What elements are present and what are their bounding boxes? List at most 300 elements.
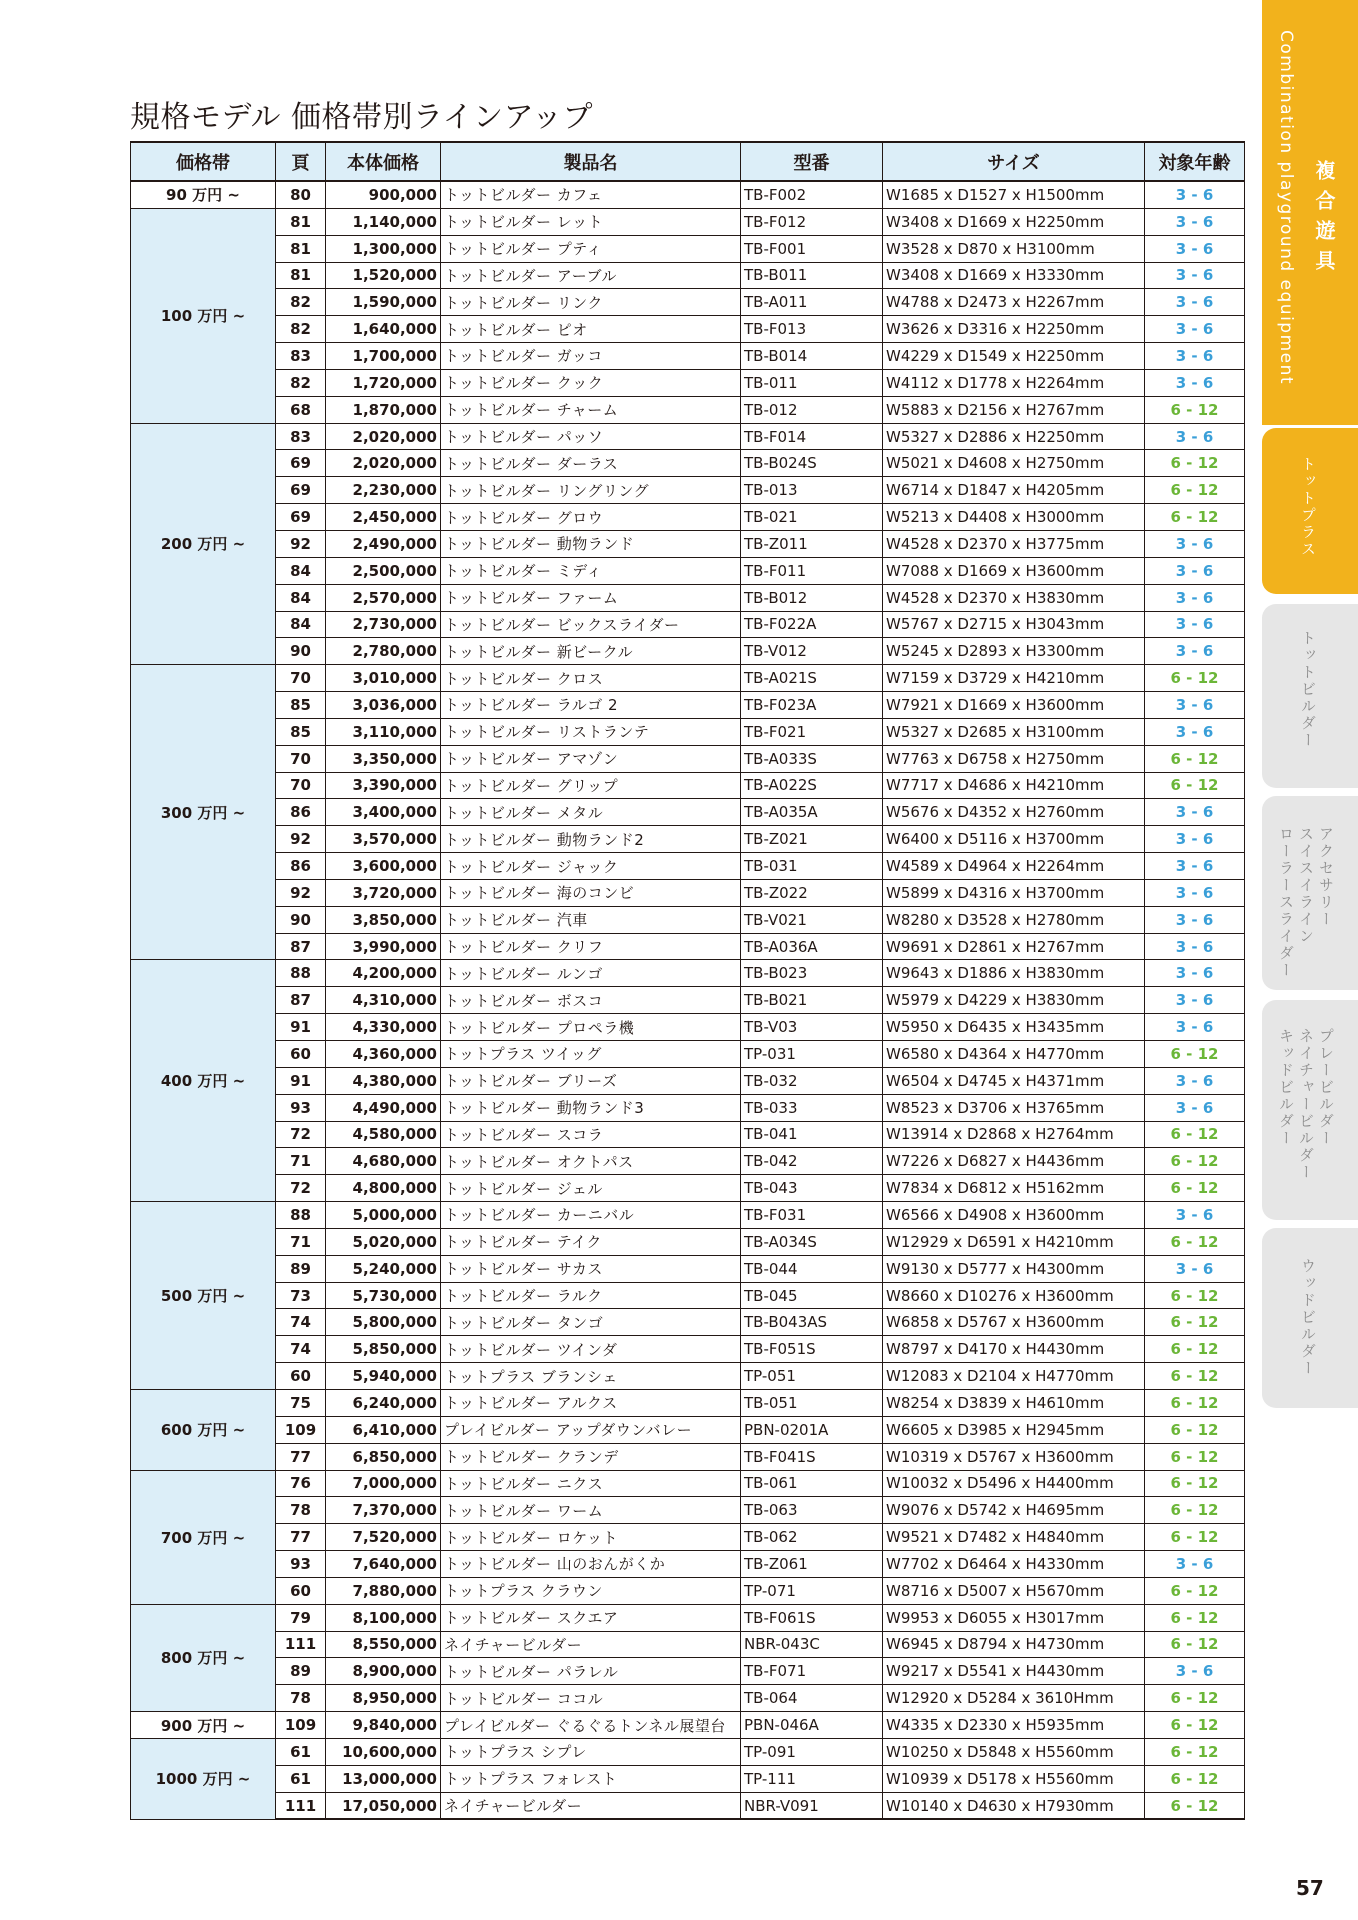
cell-size: W7702 x D6464 x H4330mm xyxy=(883,1551,1145,1578)
cell-product-name: トットビルダー スクエア xyxy=(441,1604,741,1631)
cell-price: 2,450,000 xyxy=(326,504,441,531)
tab-accessory[interactable] xyxy=(1262,796,1358,990)
cell-target-age: 3 - 6 xyxy=(1145,799,1245,826)
cell-size: W6858 x D5767 x H3600mm xyxy=(883,1309,1145,1336)
cell-target-age: 3 - 6 xyxy=(1145,208,1245,235)
cell-model-number: TB-021 xyxy=(741,504,883,531)
cell-page: 109 xyxy=(276,1416,326,1443)
cell-size: W12083 x D2104 x H4770mm xyxy=(883,1363,1145,1390)
table-row xyxy=(131,289,1245,316)
cell-size: W6714 x D1847 x H4205mm xyxy=(883,477,1145,504)
cell-product-name: トットビルダー ファーム xyxy=(441,584,741,611)
cell-product-name: トットビルダー クリフ xyxy=(441,933,741,960)
cell-size: W4528 x D2370 x H3830mm xyxy=(883,584,1145,611)
cell-product-name: トットプラス ブランシェ xyxy=(441,1363,741,1390)
cell-page: 84 xyxy=(276,557,326,584)
cell-target-age: 3 - 6 xyxy=(1145,369,1245,396)
table-row xyxy=(131,665,1245,692)
cell-size: W7159 x D3729 x H4210mm xyxy=(883,665,1145,692)
tab-woodbuilder-label: ウッドビルダー xyxy=(1299,1258,1317,1377)
cell-size: W5021 x D4608 x H2750mm xyxy=(883,450,1145,477)
cell-model-number: TB-A036A xyxy=(741,933,883,960)
table-row xyxy=(131,692,1245,719)
cell-model-number: TB-F023A xyxy=(741,692,883,719)
table-row xyxy=(131,262,1245,289)
cell-price-band: 900 万円 ~ xyxy=(131,1712,276,1739)
cell-page: 72 xyxy=(276,1175,326,1202)
cell-target-age: 3 - 6 xyxy=(1145,906,1245,933)
cell-size: W6566 x D4908 x H3600mm xyxy=(883,1202,1145,1229)
cell-page: 91 xyxy=(276,1067,326,1094)
cell-price: 2,490,000 xyxy=(326,530,441,557)
cell-price: 3,390,000 xyxy=(326,772,441,799)
cell-page: 70 xyxy=(276,665,326,692)
cell-size: W4589 x D4964 x H2264mm xyxy=(883,853,1145,880)
cell-page: 111 xyxy=(276,1792,326,1819)
cell-price: 2,570,000 xyxy=(326,584,441,611)
cell-model-number: TB-A022S xyxy=(741,772,883,799)
cell-target-age: 6 - 12 xyxy=(1145,1577,1245,1604)
cell-model-number: TB-F014 xyxy=(741,423,883,450)
cell-price: 1,300,000 xyxy=(326,235,441,262)
table-row xyxy=(131,504,1245,531)
cell-target-age: 3 - 6 xyxy=(1145,181,1245,208)
cell-product-name: トットビルダー 動物ランド xyxy=(441,530,741,557)
cell-size: W8254 x D3839 x H4610mm xyxy=(883,1389,1145,1416)
cell-price: 4,680,000 xyxy=(326,1148,441,1175)
cell-size: W3408 x D1669 x H2250mm xyxy=(883,208,1145,235)
cell-page: 71 xyxy=(276,1148,326,1175)
cell-model-number: TB-F022A xyxy=(741,611,883,638)
cell-product-name: トットビルダー ピオ xyxy=(441,316,741,343)
cell-target-age: 6 - 12 xyxy=(1145,1470,1245,1497)
cell-size: W9217 x D5541 x H4430mm xyxy=(883,1658,1145,1685)
header-product-name: 製品名 xyxy=(441,142,741,181)
cell-target-age: 3 - 6 xyxy=(1145,960,1245,987)
cell-price-band: 100 万円 ~ xyxy=(131,208,276,423)
cell-model-number: TB-F021 xyxy=(741,718,883,745)
table-row xyxy=(131,1282,1245,1309)
cell-size: W8660 x D10276 x H3600mm xyxy=(883,1282,1145,1309)
cell-model-number: TB-B012 xyxy=(741,584,883,611)
cell-model-number: TP-111 xyxy=(741,1765,883,1792)
cell-page: 81 xyxy=(276,235,326,262)
cell-model-number: TB-A021S xyxy=(741,665,883,692)
cell-target-age: 3 - 6 xyxy=(1145,692,1245,719)
cell-price: 4,580,000 xyxy=(326,1121,441,1148)
table-row xyxy=(131,1631,1245,1658)
cell-size: W9076 x D5742 x H4695mm xyxy=(883,1497,1145,1524)
cell-product-name: トットビルダー アマゾン xyxy=(441,745,741,772)
cell-target-age: 3 - 6 xyxy=(1145,584,1245,611)
cell-product-name: トットビルダー ボスコ xyxy=(441,987,741,1014)
cell-model-number: TB-041 xyxy=(741,1121,883,1148)
cell-price: 4,310,000 xyxy=(326,987,441,1014)
table-row xyxy=(131,530,1245,557)
cell-price-band: 800 万円 ~ xyxy=(131,1604,276,1711)
cell-size: W13914 x D2868 x H2764mm xyxy=(883,1121,1145,1148)
table-row xyxy=(131,1470,1245,1497)
cell-target-age: 3 - 6 xyxy=(1145,611,1245,638)
cell-size: W12929 x D6591 x H4210mm xyxy=(883,1228,1145,1255)
cell-price: 8,950,000 xyxy=(326,1685,441,1712)
cell-price: 3,850,000 xyxy=(326,906,441,933)
cell-size: W10939 x D5178 x H5560mm xyxy=(883,1765,1145,1792)
cell-size: W3408 x D1669 x H3330mm xyxy=(883,262,1145,289)
cell-product-name: トットビルダー 山のおんがくか xyxy=(441,1551,741,1578)
cell-size: W5245 x D2893 x H3300mm xyxy=(883,638,1145,665)
cell-page: 80 xyxy=(276,181,326,208)
cell-product-name: トットビルダー サカス xyxy=(441,1255,741,1282)
cell-size: W9643 x D1886 x H3830mm xyxy=(883,960,1145,987)
cell-price: 4,360,000 xyxy=(326,1041,441,1068)
cell-price: 2,780,000 xyxy=(326,638,441,665)
cell-page: 89 xyxy=(276,1658,326,1685)
cell-product-name: トットビルダー テイク xyxy=(441,1228,741,1255)
cell-product-name: トットビルダー アーブル xyxy=(441,262,741,289)
table-row xyxy=(131,826,1245,853)
cell-target-age: 3 - 6 xyxy=(1145,235,1245,262)
header-page: 頁 xyxy=(276,142,326,181)
cell-model-number: TB-F041S xyxy=(741,1443,883,1470)
table-row xyxy=(131,1121,1245,1148)
table-row xyxy=(131,1524,1245,1551)
cell-target-age: 6 - 12 xyxy=(1145,1443,1245,1470)
cell-model-number: TB-F071 xyxy=(741,1658,883,1685)
cell-size: W5767 x D2715 x H3043mm xyxy=(883,611,1145,638)
cell-product-name: トットビルダー スコラ xyxy=(441,1121,741,1148)
cell-price: 5,020,000 xyxy=(326,1228,441,1255)
page-title: 規格モデル 価格帯別ラインアップ xyxy=(130,100,594,135)
table-row xyxy=(131,1202,1245,1229)
table-row xyxy=(131,1577,1245,1604)
table-row xyxy=(131,477,1245,504)
cell-size: W12920 x D5284 x 3610Hmm xyxy=(883,1685,1145,1712)
cell-page: 82 xyxy=(276,289,326,316)
cell-size: W4788 x D2473 x H2267mm xyxy=(883,289,1145,316)
cell-product-name: トットプラス シプレ xyxy=(441,1738,741,1765)
cell-product-name: トットビルダー ミディ xyxy=(441,557,741,584)
cell-price: 1,140,000 xyxy=(326,208,441,235)
table-row xyxy=(131,638,1245,665)
cell-price: 8,550,000 xyxy=(326,1631,441,1658)
cell-size: W8280 x D3528 x H2780mm xyxy=(883,906,1145,933)
cell-product-name: トットビルダー カフェ xyxy=(441,181,741,208)
cell-model-number: TB-F002 xyxy=(741,181,883,208)
cell-model-number: TB-A033S xyxy=(741,745,883,772)
cell-target-age: 3 - 6 xyxy=(1145,1014,1245,1041)
cell-price: 1,720,000 xyxy=(326,369,441,396)
cell-product-name: トットビルダー ロケット xyxy=(441,1524,741,1551)
cell-price: 2,730,000 xyxy=(326,611,441,638)
cell-price-band: 600 万円 ~ xyxy=(131,1389,276,1470)
table-row xyxy=(131,1658,1245,1685)
table-row xyxy=(131,1336,1245,1363)
cell-price: 6,240,000 xyxy=(326,1389,441,1416)
cell-price-band: 90 万円 ~ xyxy=(131,181,276,208)
cell-page: 90 xyxy=(276,638,326,665)
cell-page: 82 xyxy=(276,316,326,343)
cell-price: 10,600,000 xyxy=(326,1738,441,1765)
cell-product-name: トットプラス フォレスト xyxy=(441,1765,741,1792)
cell-product-name: トットビルダー ルンゴ xyxy=(441,960,741,987)
tab-playbuilder[interactable] xyxy=(1262,1000,1358,1220)
cell-price: 6,850,000 xyxy=(326,1443,441,1470)
table-row xyxy=(131,960,1245,987)
table-row xyxy=(131,853,1245,880)
cell-product-name: トットビルダー パラレル xyxy=(441,1658,741,1685)
cell-size: W5327 x D2886 x H2250mm xyxy=(883,423,1145,450)
cell-size: W6580 x D4364 x H4770mm xyxy=(883,1041,1145,1068)
cell-page: 90 xyxy=(276,906,326,933)
table-row xyxy=(131,879,1245,906)
cell-model-number: TP-091 xyxy=(741,1738,883,1765)
cell-model-number: TB-V012 xyxy=(741,638,883,665)
table-row xyxy=(131,1228,1245,1255)
table-row xyxy=(131,1604,1245,1631)
cell-price: 3,110,000 xyxy=(326,718,441,745)
cell-page: 61 xyxy=(276,1765,326,1792)
cell-model-number: TB-F011 xyxy=(741,557,883,584)
cell-model-number: TB-061 xyxy=(741,1470,883,1497)
table-row xyxy=(131,343,1245,370)
table-row xyxy=(131,208,1245,235)
cell-price: 3,400,000 xyxy=(326,799,441,826)
cell-page: 85 xyxy=(276,718,326,745)
cell-page: 71 xyxy=(276,1228,326,1255)
cell-page: 82 xyxy=(276,369,326,396)
cell-model-number: PBN-0201A xyxy=(741,1416,883,1443)
table-row xyxy=(131,1551,1245,1578)
cell-model-number: TB-V03 xyxy=(741,1014,883,1041)
cell-model-number: TB-B024S xyxy=(741,450,883,477)
cell-page: 87 xyxy=(276,933,326,960)
cell-product-name: トットビルダー ビックスライダー xyxy=(441,611,741,638)
cell-page: 92 xyxy=(276,530,326,557)
cell-model-number: TP-051 xyxy=(741,1363,883,1390)
cell-product-name: トットビルダー ラルゴ 2 xyxy=(441,692,741,719)
cell-product-name: ネイチャービルダー xyxy=(441,1631,741,1658)
cell-page: 69 xyxy=(276,504,326,531)
cell-product-name: トットビルダー リンク xyxy=(441,289,741,316)
table-row xyxy=(131,1389,1245,1416)
cell-target-age: 3 - 6 xyxy=(1145,1202,1245,1229)
cell-page: 77 xyxy=(276,1524,326,1551)
cell-product-name: トットビルダー グロウ xyxy=(441,504,741,531)
cell-target-age: 6 - 12 xyxy=(1145,1041,1245,1068)
cell-product-name: プレイビルダー ぐるぐるトンネル展望台 xyxy=(441,1712,741,1739)
cell-size: W7921 x D1669 x H3600mm xyxy=(883,692,1145,719)
cell-model-number: TB-031 xyxy=(741,853,883,880)
cell-price: 7,880,000 xyxy=(326,1577,441,1604)
table-row xyxy=(131,1765,1245,1792)
cell-price: 8,900,000 xyxy=(326,1658,441,1685)
cell-size: W9691 x D2861 x H2767mm xyxy=(883,933,1145,960)
cell-page: 78 xyxy=(276,1497,326,1524)
tab-combination-label-en: Combination playground equipment xyxy=(1276,30,1296,386)
cell-model-number: TB-013 xyxy=(741,477,883,504)
cell-page: 86 xyxy=(276,853,326,880)
cell-price-band: 200 万円 ~ xyxy=(131,423,276,665)
cell-model-number: PBN-046A xyxy=(741,1712,883,1739)
cell-page: 74 xyxy=(276,1336,326,1363)
cell-page: 73 xyxy=(276,1282,326,1309)
cell-target-age: 6 - 12 xyxy=(1145,1336,1245,1363)
cell-target-age: 3 - 6 xyxy=(1145,638,1245,665)
cell-size: W4112 x D1778 x H2264mm xyxy=(883,369,1145,396)
cell-target-age: 6 - 12 xyxy=(1145,450,1245,477)
table-row xyxy=(131,235,1245,262)
cell-product-name: トットビルダー メタル xyxy=(441,799,741,826)
cell-page: 87 xyxy=(276,987,326,1014)
cell-model-number: TB-043 xyxy=(741,1175,883,1202)
table-row xyxy=(131,396,1245,423)
cell-model-number: TB-011 xyxy=(741,369,883,396)
cell-price: 5,850,000 xyxy=(326,1336,441,1363)
cell-product-name: トットビルダー リストランテ xyxy=(441,718,741,745)
cell-page: 89 xyxy=(276,1255,326,1282)
cell-model-number: TB-V021 xyxy=(741,906,883,933)
cell-size: W10319 x D5767 x H3600mm xyxy=(883,1443,1145,1470)
cell-page: 69 xyxy=(276,450,326,477)
table-row xyxy=(131,423,1245,450)
cell-price: 4,330,000 xyxy=(326,1014,441,1041)
cell-size: W4229 x D1549 x H2250mm xyxy=(883,343,1145,370)
cell-target-age: 6 - 12 xyxy=(1145,745,1245,772)
table-row xyxy=(131,1094,1245,1121)
cell-page: 75 xyxy=(276,1389,326,1416)
cell-price: 7,370,000 xyxy=(326,1497,441,1524)
header-price-band: 価格帯 xyxy=(131,142,276,181)
cell-model-number: TB-B023 xyxy=(741,960,883,987)
cell-price: 3,720,000 xyxy=(326,879,441,906)
cell-size: W7717 x D4686 x H4210mm xyxy=(883,772,1145,799)
cell-price: 3,010,000 xyxy=(326,665,441,692)
tab-totplus[interactable] xyxy=(1262,428,1358,594)
cell-target-age: 6 - 12 xyxy=(1145,1765,1245,1792)
table-row xyxy=(131,1175,1245,1202)
cell-product-name: トットビルダー アルクス xyxy=(441,1389,741,1416)
cell-model-number: TB-062 xyxy=(741,1524,883,1551)
cell-product-name: トットビルダー レット xyxy=(441,208,741,235)
cell-product-name: トットプラス ツイッグ xyxy=(441,1041,741,1068)
table-row xyxy=(131,611,1245,638)
cell-target-age: 6 - 12 xyxy=(1145,1685,1245,1712)
table-row xyxy=(131,1443,1245,1470)
cell-page: 72 xyxy=(276,1121,326,1148)
table-row xyxy=(131,1255,1245,1282)
cell-price: 900,000 xyxy=(326,181,441,208)
cell-size: W10032 x D5496 x H4400mm xyxy=(883,1470,1145,1497)
cell-size: W5327 x D2685 x H3100mm xyxy=(883,718,1145,745)
cell-product-name: トットビルダー クロス xyxy=(441,665,741,692)
cell-product-name: トットビルダー チャーム xyxy=(441,396,741,423)
cell-page: 93 xyxy=(276,1094,326,1121)
cell-page: 86 xyxy=(276,799,326,826)
cell-size: W3626 x D3316 x H2250mm xyxy=(883,316,1145,343)
cell-product-name: トットビルダー タンゴ xyxy=(441,1309,741,1336)
cell-model-number: TB-045 xyxy=(741,1282,883,1309)
cell-target-age: 6 - 12 xyxy=(1145,1228,1245,1255)
cell-target-age: 6 - 12 xyxy=(1145,1738,1245,1765)
cell-page: 78 xyxy=(276,1685,326,1712)
cell-price: 2,020,000 xyxy=(326,423,441,450)
cell-model-number: TB-051 xyxy=(741,1389,883,1416)
cell-size: W5883 x D2156 x H2767mm xyxy=(883,396,1145,423)
table-row xyxy=(131,1148,1245,1175)
header-target-age: 対象年齢 xyxy=(1145,142,1245,181)
table-row xyxy=(131,181,1245,208)
cell-model-number: TB-B014 xyxy=(741,343,883,370)
cell-model-number: TP-031 xyxy=(741,1041,883,1068)
cell-product-name: トットビルダー リングリング xyxy=(441,477,741,504)
cell-target-age: 3 - 6 xyxy=(1145,987,1245,1014)
cell-product-name: トットビルダー 汽車 xyxy=(441,906,741,933)
cell-model-number: NBR-043C xyxy=(741,1631,883,1658)
cell-page: 91 xyxy=(276,1014,326,1041)
cell-target-age: 6 - 12 xyxy=(1145,772,1245,799)
cell-page: 61 xyxy=(276,1738,326,1765)
cell-target-age: 6 - 12 xyxy=(1145,1416,1245,1443)
table-row xyxy=(131,1041,1245,1068)
tab-combination-playground[interactable] xyxy=(1262,0,1358,425)
page-number: 57 xyxy=(1296,1876,1324,1900)
cell-target-age: 3 - 6 xyxy=(1145,1094,1245,1121)
table-row xyxy=(131,772,1245,799)
cell-model-number: TB-F051S xyxy=(741,1336,883,1363)
cell-price: 4,490,000 xyxy=(326,1094,441,1121)
cell-size: W3528 x D870 x H3100mm xyxy=(883,235,1145,262)
cell-price: 1,700,000 xyxy=(326,343,441,370)
cell-product-name: トットビルダー クランデ xyxy=(441,1443,741,1470)
cell-model-number: TB-B021 xyxy=(741,987,883,1014)
cell-target-age: 6 - 12 xyxy=(1145,1792,1245,1819)
cell-page: 92 xyxy=(276,879,326,906)
cell-page: 81 xyxy=(276,208,326,235)
cell-target-age: 3 - 6 xyxy=(1145,933,1245,960)
table-row xyxy=(131,584,1245,611)
cell-product-name: トットビルダー ブリーズ xyxy=(441,1067,741,1094)
cell-target-age: 6 - 12 xyxy=(1145,1631,1245,1658)
cell-model-number: TB-F013 xyxy=(741,316,883,343)
cell-target-age: 6 - 12 xyxy=(1145,1148,1245,1175)
cell-page: 60 xyxy=(276,1363,326,1390)
cell-model-number: TB-063 xyxy=(741,1497,883,1524)
cell-price: 2,020,000 xyxy=(326,450,441,477)
table-row xyxy=(131,987,1245,1014)
cell-page: 88 xyxy=(276,1202,326,1229)
tab-combination-label-ja: 複合遊具 xyxy=(1312,160,1336,280)
cell-model-number: TB-Z061 xyxy=(741,1551,883,1578)
cell-model-number: TB-042 xyxy=(741,1148,883,1175)
table-row xyxy=(131,1738,1245,1765)
cell-price: 3,990,000 xyxy=(326,933,441,960)
cell-price: 1,520,000 xyxy=(326,262,441,289)
cell-price: 3,350,000 xyxy=(326,745,441,772)
cell-target-age: 6 - 12 xyxy=(1145,665,1245,692)
cell-page: 74 xyxy=(276,1309,326,1336)
header-model-number: 型番 xyxy=(741,142,883,181)
cell-size: W9953 x D6055 x H3017mm xyxy=(883,1604,1145,1631)
tab-woodbuilder[interactable] xyxy=(1262,1228,1358,1408)
cell-page: 60 xyxy=(276,1041,326,1068)
cell-size: W1685 x D1527 x H1500mm xyxy=(883,181,1145,208)
cell-product-name: トットビルダー カーニバル xyxy=(441,1202,741,1229)
cell-product-name: トットビルダー グリップ xyxy=(441,772,741,799)
cell-page: 70 xyxy=(276,772,326,799)
cell-target-age: 3 - 6 xyxy=(1145,1658,1245,1685)
tab-totbuilder[interactable] xyxy=(1262,604,1358,788)
